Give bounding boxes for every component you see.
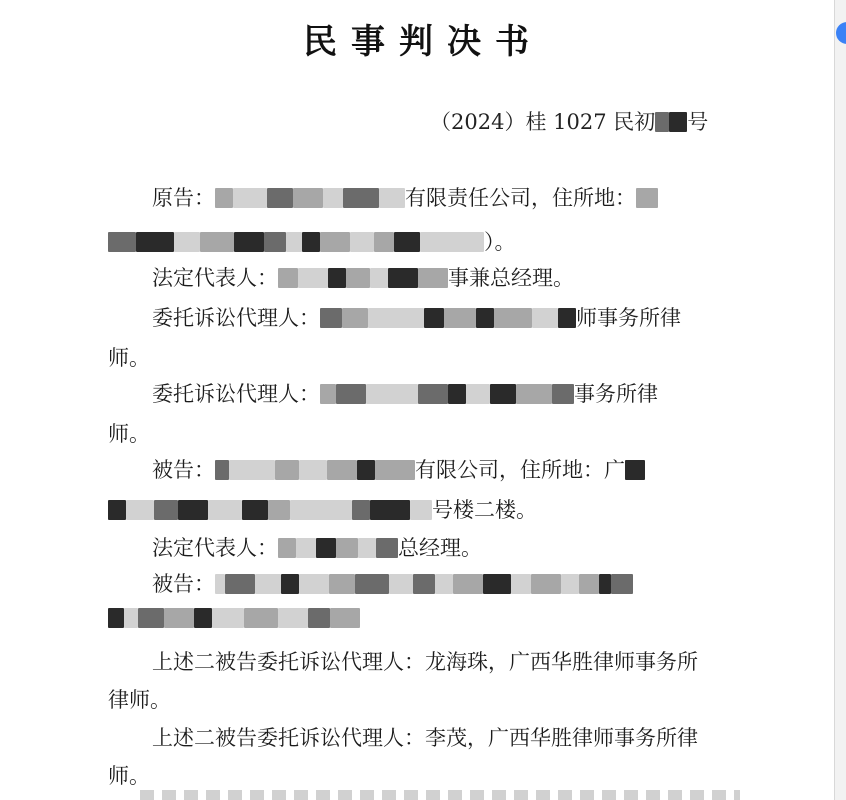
redacted-block <box>200 232 234 252</box>
redacted-block <box>669 112 687 132</box>
redacted-block <box>327 460 357 480</box>
redacted-block <box>330 608 360 628</box>
redacted-block <box>561 574 579 594</box>
redacted-block <box>370 500 410 520</box>
redacted-block <box>212 608 244 628</box>
redacted-block <box>302 232 320 252</box>
paragraph-plaintiff-line-2 <box>108 226 516 256</box>
redacted-block <box>376 538 398 558</box>
redacted-block <box>599 574 611 594</box>
paragraph-plaintiff-line-1 <box>152 182 658 212</box>
redacted-block <box>234 232 264 252</box>
paragraph-agent-1 <box>152 302 681 332</box>
redacted-block <box>424 308 444 328</box>
paragraph-defendant-2-line-1 <box>152 568 633 598</box>
case-number-suffix: 号 <box>687 110 709 134</box>
defendant-1-legal-rep-text: 总经理。 <box>398 536 482 560</box>
redacted-block <box>242 500 268 520</box>
paragraph-defendant-2-line-2 <box>108 606 360 630</box>
redacted-block <box>275 460 299 480</box>
redacted-block <box>154 500 178 520</box>
label-plaintiff: 原告： <box>152 186 215 210</box>
redacted-block <box>255 574 281 594</box>
redacted-block <box>178 500 208 520</box>
redacted-block <box>233 188 267 208</box>
redacted-block <box>342 308 368 328</box>
redacted-block <box>278 538 296 558</box>
paragraph-defendant-1-line-1 <box>152 454 645 484</box>
redacted-block <box>388 268 418 288</box>
redacted-block <box>281 574 299 594</box>
redacted-block <box>532 308 558 328</box>
label-defendant-1-legal-rep: 法定代表人： <box>152 536 278 560</box>
redacted-block <box>293 188 323 208</box>
redacted-block <box>229 460 275 480</box>
redacted-block <box>278 608 308 628</box>
redacted-block <box>194 608 212 628</box>
label-defendant-1: 被告： <box>152 458 215 482</box>
redacted-block <box>418 268 448 288</box>
redacted-block <box>208 500 242 520</box>
paragraph-defendant-1-legal-rep <box>152 532 482 562</box>
redacted-block <box>368 308 424 328</box>
redacted-block <box>286 232 302 252</box>
redacted-block <box>320 384 336 404</box>
redacted-block <box>389 574 413 594</box>
redacted-block <box>215 574 225 594</box>
redacted-block <box>358 538 376 558</box>
redacted-block <box>453 574 483 594</box>
redacted-block <box>323 188 343 208</box>
redacted-block <box>466 384 490 404</box>
redacted-block <box>136 232 174 252</box>
redacted-block <box>290 500 352 520</box>
redacted-block <box>552 384 574 404</box>
defendant-1-text-b: 号楼二楼。 <box>432 498 537 522</box>
case-number-text: （2024）桂 1027 民初 <box>430 110 656 134</box>
redacted-block <box>655 112 669 132</box>
redacted-block <box>448 384 466 404</box>
redacted-block <box>476 308 494 328</box>
redacted-block <box>394 232 420 252</box>
redacted-block <box>420 232 484 252</box>
redacted-block <box>379 188 405 208</box>
redacted-block <box>298 268 328 288</box>
redacted-block <box>336 538 358 558</box>
redacted-block <box>531 574 561 594</box>
redacted-block <box>357 460 375 480</box>
redacted-block <box>375 460 415 480</box>
redacted-block <box>579 574 599 594</box>
plaintiff-text-b: ）。 <box>484 230 516 254</box>
redacted-block <box>296 538 316 558</box>
paragraph-defendants-agent-2-wrap: 师。 <box>108 764 150 788</box>
redacted-block <box>350 232 374 252</box>
label-agent-1: 委托诉讼代理人： <box>152 306 320 330</box>
redacted-block <box>108 608 124 628</box>
redacted-block <box>516 384 552 404</box>
redacted-block <box>124 608 138 628</box>
redacted-block <box>410 500 432 520</box>
document-title: 民事判决书 <box>303 22 543 62</box>
paragraph-defendants-agent-1-wrap: 律师。 <box>108 688 171 712</box>
redacted-block <box>558 308 576 328</box>
legal-rep-text: 事兼总经理。 <box>448 266 574 290</box>
redacted-block <box>215 188 233 208</box>
paragraph-defendant-1-line-2 <box>108 494 537 524</box>
redacted-block <box>329 574 355 594</box>
redacted-block <box>225 574 255 594</box>
redacted-block <box>625 460 645 480</box>
agent-2-text: 事务所律 <box>574 382 658 406</box>
redacted-block <box>336 384 366 404</box>
paragraph-agent-2-wrap: 师。 <box>108 422 150 446</box>
redacted-block <box>164 608 194 628</box>
agent-1-text: 师事务所律 <box>576 306 681 330</box>
cut-off-text-line <box>140 790 740 800</box>
label-agent-2: 委托诉讼代理人： <box>152 382 320 406</box>
paragraph-agent-1-wrap: 师。 <box>108 346 150 370</box>
redacted-block <box>346 268 370 288</box>
paragraph-agent-2 <box>152 378 658 408</box>
redacted-block <box>244 608 278 628</box>
redacted-block <box>355 574 389 594</box>
redacted-block <box>267 188 293 208</box>
redacted-block <box>494 308 532 328</box>
redacted-block <box>370 268 388 288</box>
redacted-block <box>343 188 379 208</box>
redacted-block <box>611 574 633 594</box>
redacted-block <box>483 574 511 594</box>
redacted-block <box>352 500 370 520</box>
defendant-1-text-a: 有限公司，住所地：广 <box>415 458 625 482</box>
redacted-block <box>435 574 453 594</box>
redacted-block <box>316 538 336 558</box>
redacted-block <box>299 460 327 480</box>
redacted-block <box>320 232 350 252</box>
redacted-block <box>138 608 164 628</box>
case-number <box>430 106 708 136</box>
redacted-block <box>511 574 531 594</box>
redacted-block <box>328 268 346 288</box>
label-defendant-2: 被告： <box>152 572 215 596</box>
redacted-block <box>174 232 200 252</box>
redacted-block <box>108 500 126 520</box>
plaintiff-text-a: 有限责任公司，住所地： <box>405 186 636 210</box>
paragraph-defendants-agent-1: 上述二被告委托诉讼代理人：龙海珠，广西华胜律师事务所 <box>152 650 698 674</box>
redacted-block <box>215 460 229 480</box>
redacted-block <box>308 608 330 628</box>
redacted-block <box>268 500 290 520</box>
redacted-block <box>490 384 516 404</box>
redacted-block <box>444 308 476 328</box>
label-legal-rep: 法定代表人： <box>152 266 278 290</box>
redacted-block <box>374 232 394 252</box>
redacted-block <box>320 308 342 328</box>
redacted-block <box>418 384 448 404</box>
redacted-block <box>366 384 418 404</box>
redacted-block <box>264 232 286 252</box>
viewer-right-edge <box>834 0 846 800</box>
redacted-block <box>299 574 329 594</box>
redacted-block <box>636 188 658 208</box>
paragraph-defendants-agent-2: 上述二被告委托诉讼代理人：李茂，广西华胜律师事务所律 <box>152 726 698 750</box>
redacted-block <box>278 268 298 288</box>
paragraph-legal-rep-1 <box>152 262 574 292</box>
redacted-block <box>126 500 154 520</box>
redacted-block <box>108 232 136 252</box>
redacted-block <box>413 574 435 594</box>
